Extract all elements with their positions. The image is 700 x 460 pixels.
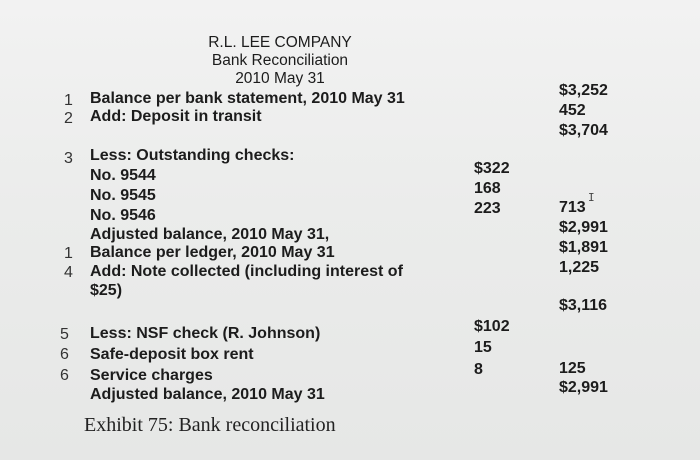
line-description: Balance per bank statement, 2010 May 31 (90, 90, 405, 107)
amount-column-2: $322 (474, 160, 510, 177)
line-description: Adjusted balance, 2010 May 31, (90, 226, 330, 243)
company-name: R.L. LEE COMPANY (208, 34, 352, 51)
line-description: Adjusted balance, 2010 May 31 (90, 386, 325, 403)
line-description: Add: Deposit in transit (90, 108, 262, 125)
amount-column-2: 223 (474, 200, 501, 217)
line-description: Less: NSF check (R. Johnson) (90, 325, 321, 342)
line-number: 6 (60, 346, 69, 363)
line-description: Balance per ledger, 2010 May 31 (90, 244, 335, 261)
line-description: Add: Note collected (including interest of (90, 263, 403, 280)
line-number: 2 (64, 110, 73, 127)
amount-column-2: $102 (474, 318, 510, 335)
line-description: Safe-deposit box rent (90, 346, 254, 363)
amount-column-2: 8 (474, 361, 483, 378)
line-number: 4 (64, 264, 73, 281)
amount-column-3: 1,225 (559, 259, 600, 276)
line-description: No. 9545 (90, 187, 156, 204)
report-date: 2010 May 31 (235, 70, 325, 87)
line-number: 1 (64, 245, 73, 262)
line-description: Less: Outstanding checks: (90, 147, 295, 164)
report-title: Bank Reconciliation (211, 52, 349, 69)
amount-column-3: 452 (559, 102, 586, 119)
amount-column-3: $3,704 (559, 122, 608, 139)
amount-column-3: $2,991 (559, 379, 608, 396)
amount-column-3: 713 (559, 199, 586, 216)
amount-column-2: 15 (474, 339, 492, 356)
line-number: 5 (60, 326, 69, 343)
amount-column-2: 168 (474, 180, 501, 197)
line-description: Service charges (90, 367, 213, 384)
line-number: 1 (64, 92, 73, 109)
amount-column-3: $3,116 (559, 297, 608, 314)
line-number: 3 (64, 150, 73, 167)
amount-column-3: $3,252 (559, 82, 608, 99)
text-cursor-icon: I (588, 191, 595, 204)
amount-column-3: $1,891 (559, 239, 608, 256)
line-description: No. 9544 (90, 167, 156, 184)
amount-column-3: $2,991 (559, 219, 608, 236)
amount-column-3: 125 (559, 360, 586, 377)
line-number: 6 (60, 367, 69, 384)
line-description: $25) (90, 282, 123, 299)
exhibit-caption: Exhibit 75: Bank reconciliation (84, 414, 336, 436)
line-description: No. 9546 (90, 207, 156, 224)
